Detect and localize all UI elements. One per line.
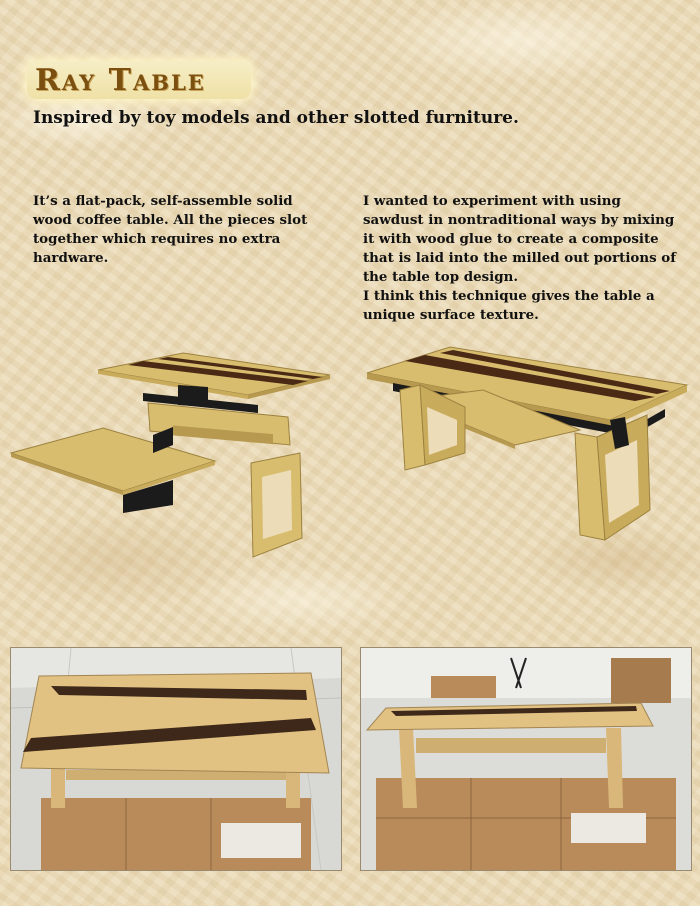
assembled-table-render: [365, 345, 695, 545]
page-title: Ray Table: [35, 63, 206, 98]
description-right: [363, 192, 683, 325]
photo-table-side-view: [360, 647, 692, 871]
photo-table-top-view: [10, 647, 342, 871]
description-left: It’s a flat-pack, self-assemble solid wood coffee table. All the pieces slot together which requires no extra hardware.: [33, 193, 308, 266]
exploded-bottom-panel: [11, 428, 215, 491]
page-subtitle: Inspired by toy models and other slotted furniture.: [33, 108, 519, 128]
description-right-paragraph-2: I think this technique gives the table a unique surface texture.: [363, 288, 655, 323]
description-right-paragraph-1: I wanted to experiment with using sawdust in nontraditional ways by mixing it with wood glue to create a composite that is laid into the milled out portions of the table top design.: [363, 193, 676, 285]
exploded-table-render: [8, 345, 338, 565]
